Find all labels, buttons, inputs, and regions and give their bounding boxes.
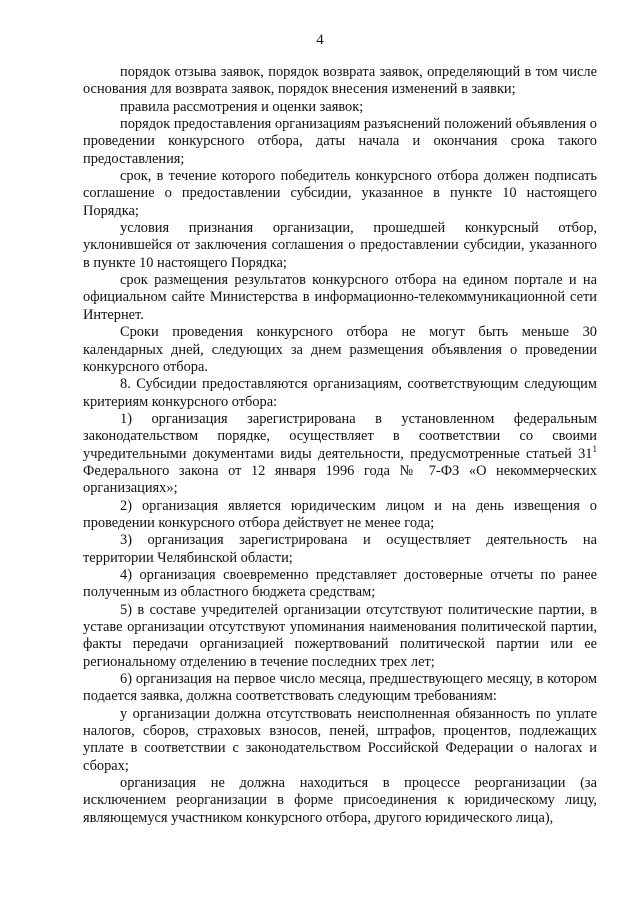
document-body <box>83 64 597 827</box>
paragraph-tax-requirement: у организации должна отсутствовать неисполненная обязанность по уплате налогов, сборов, страховых взносов, пеней, штрафов, процентов, подлежащих уплате в соответствии с законодательством Российской Федерации о налогах и сборах; <box>83 705 597 774</box>
paragraph-selection-terms: Сроки проведения конкурсного отбора не могут быть меньше 30 календарных дней, следующих за днем размещения объявления о проведении конкурсного отбора. <box>83 324 597 375</box>
paragraph-criterion-2: 2) организация является юридическим лицом и на день извещения о проведении конкурсного отбора действует не менее года; <box>83 497 597 531</box>
paragraph-criterion-5: 5) в составе учредителей организации отсутствуют политические партии, в уставе организации отсутствуют упоминания наименования политической партии, факты передачи организацией пожертвований политической партии или ее региональному отделению в течение последних трех лет; <box>83 601 597 670</box>
paragraph-review-rules: правила рассмотрения и оценки заявок; <box>120 98 364 115</box>
paragraph-clarifications-procedure: порядок предоставления организациям разъяснений положений объявления о проведении конкурсного отбора, даты начала и окончания срока такого предоставления; <box>83 116 597 167</box>
paragraph-agreement-deadline: срок, в течение которого победитель конкурсного отбора должен подписать соглашение о предоставлении субсидии, указанное в пункте 10 настоящего Порядка; <box>83 168 597 219</box>
paragraph-criterion-3: 3) организация зарегистрирована и осуществляет деятельность на территории Челябинской области; <box>83 532 597 566</box>
paragraph-withdrawal-procedure: порядок отзыва заявок, порядок возврата заявок, определяющий в том числе основания для возврата заявок, порядок внесения изменений в заявки; <box>83 64 597 98</box>
article-superscript: 1 <box>592 443 597 454</box>
page-number: 4 <box>316 32 324 48</box>
paragraph-evasion-conditions: условия признания организации, прошедшей конкурсный отбор, уклонившейся от заключения соглашения о предоставлении субсидии, указанного в пункте 10 настоящего Порядка; <box>83 220 597 271</box>
criterion-1-text-continued: Федерального закона от 12 января 1996 года № 7-ФЗ «О некоммерческих организациях»; <box>83 462 597 497</box>
paragraph-clause-8: 8. Субсидии предоставляются организациям, соответствующим следующим критериям конкурсного отбора: <box>83 376 597 410</box>
paragraph-criterion-4: 4) организация своевременно представляет достоверные отчеты по ранее полученным из областного бюджета средствам; <box>83 566 597 601</box>
paragraph-results-publication: срок размещения результатов конкурсного отбора на едином портале и на официальном сайте Министерства в информационно-телекоммуникационной сети Интернет. <box>83 272 597 323</box>
paragraph-reorganization-requirement: организация не должна находиться в процессе реорганизации (за исключением реорганизации в форме присоединения к юридическому лицу, являющемуся участником конкурсного отбора, другого юридического лица), <box>83 775 597 826</box>
paragraph-criterion-1 <box>83 411 597 498</box>
criterion-1-text: 1) организация зарегистрирована в установленном федеральным законодательством порядке, осуществляет в соответствии со своими учредительными документами виды деятельности, предусмотренные статьей 31 <box>83 410 597 462</box>
paragraph-criterion-6: 6) организация на первое число месяца, предшествующего месяцу, в котором подается заявка, должна соответствовать следующим требованиям: <box>83 671 597 705</box>
